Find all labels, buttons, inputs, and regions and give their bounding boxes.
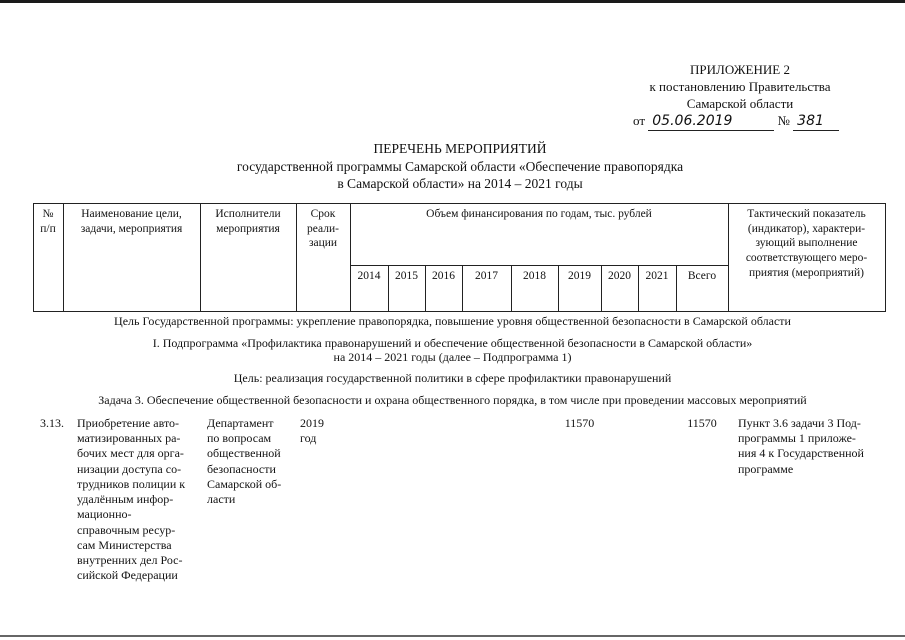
decree-date: 05.06.2019 — [648, 113, 774, 131]
grid-line — [33, 311, 885, 312]
header-term: Срок реали- зации — [307, 208, 339, 250]
subprogram-goal: Цель: реализация государственной политики в сфере профилактики правонарушений — [233, 371, 672, 385]
appendix-title: ПРИЛОЖЕНИЕ 2 — [690, 62, 790, 77]
program-goal: Цель Государственной программы: укрепление правопорядка, повышение уровня общественной безопасности в Самарской области — [114, 314, 791, 328]
row-executor: Департамент по вопросам общественной безопасности Самарской об- ласти — [207, 416, 282, 507]
header-financing: Объем финансирования по годам, тыс. рублей — [426, 208, 652, 220]
decree-number: 381 — [793, 113, 839, 131]
row-indicator: Пункт 3.6 задачи 3 Под- программы 1 приложе- ния 4 к Государственной программе — [738, 416, 864, 476]
task-3: Задача 3. Обеспечение общественной безопасности и охрана общественного порядка, в том числе при проведении массовых мероприятий — [98, 393, 807, 407]
year-2017: 2017 — [475, 270, 498, 282]
title-line-2: государственной программы Самарской области «Обеспечение правопорядка — [236, 158, 684, 174]
year-2014: 2014 — [357, 270, 381, 282]
year-2018: 2018 — [523, 270, 546, 282]
decree-reference — [633, 113, 873, 131]
subprogram-line-2: на 2014 – 2021 годы (далее – Подпрограмма 1) — [333, 350, 572, 364]
year-2021: 2021 — [645, 270, 669, 282]
row-value-2019: 11570 — [564, 416, 595, 430]
year-2020: 2020 — [608, 270, 631, 282]
year-2019: 2019 — [568, 270, 591, 282]
header-name: Наименование цели, задачи, мероприятия — [80, 208, 183, 235]
title-line-3: в Самарской области» на 2014 – 2021 годы — [337, 176, 583, 192]
row-number: 3.13. — [40, 416, 64, 430]
grid-line — [885, 203, 886, 312]
title-line-1: ПЕРЕЧЕНЬ МЕРОПРИЯТИЙ — [373, 141, 547, 156]
bottom-border — [0, 635, 905, 637]
subprogram-line-1: I. Подпрограмма «Профилактика правонарушений и обеспечение общественной безопасности в Самарской области» — [152, 336, 753, 350]
grid-line — [350, 265, 728, 266]
from-label: от — [633, 113, 646, 128]
number-label: № — [777, 113, 790, 128]
header-executors: Исполнители мероприятия — [215, 208, 281, 235]
appendix-line-1: к постановлению Правительства — [649, 78, 831, 94]
row-name: Приобретение авто- матизированных ра- бочих мест для орга- низации доступа со- трудников полиции к удалённым инфор- мационно- справочным ресур- сам Министерства внутренних дел Рос- сийской Федерации — [77, 416, 186, 583]
year-2016: 2016 — [432, 270, 455, 282]
row-term: 2019 год — [300, 416, 324, 446]
grid-line — [33, 203, 885, 204]
row-value-total: 11570 — [687, 416, 717, 430]
top-border — [0, 0, 905, 3]
header-number: № п/п — [40, 208, 56, 235]
header-indicator: Тактический показатель (индикатор), характери- зующий выполнение соответствующего меро- приятия (мероприятий) — [745, 208, 868, 279]
year-2015: 2015 — [395, 270, 418, 282]
appendix-block — [620, 62, 860, 113]
year-total: Всего — [687, 270, 717, 282]
appendix-line-2: Самарской области — [686, 95, 794, 111]
document-title — [180, 140, 740, 193]
